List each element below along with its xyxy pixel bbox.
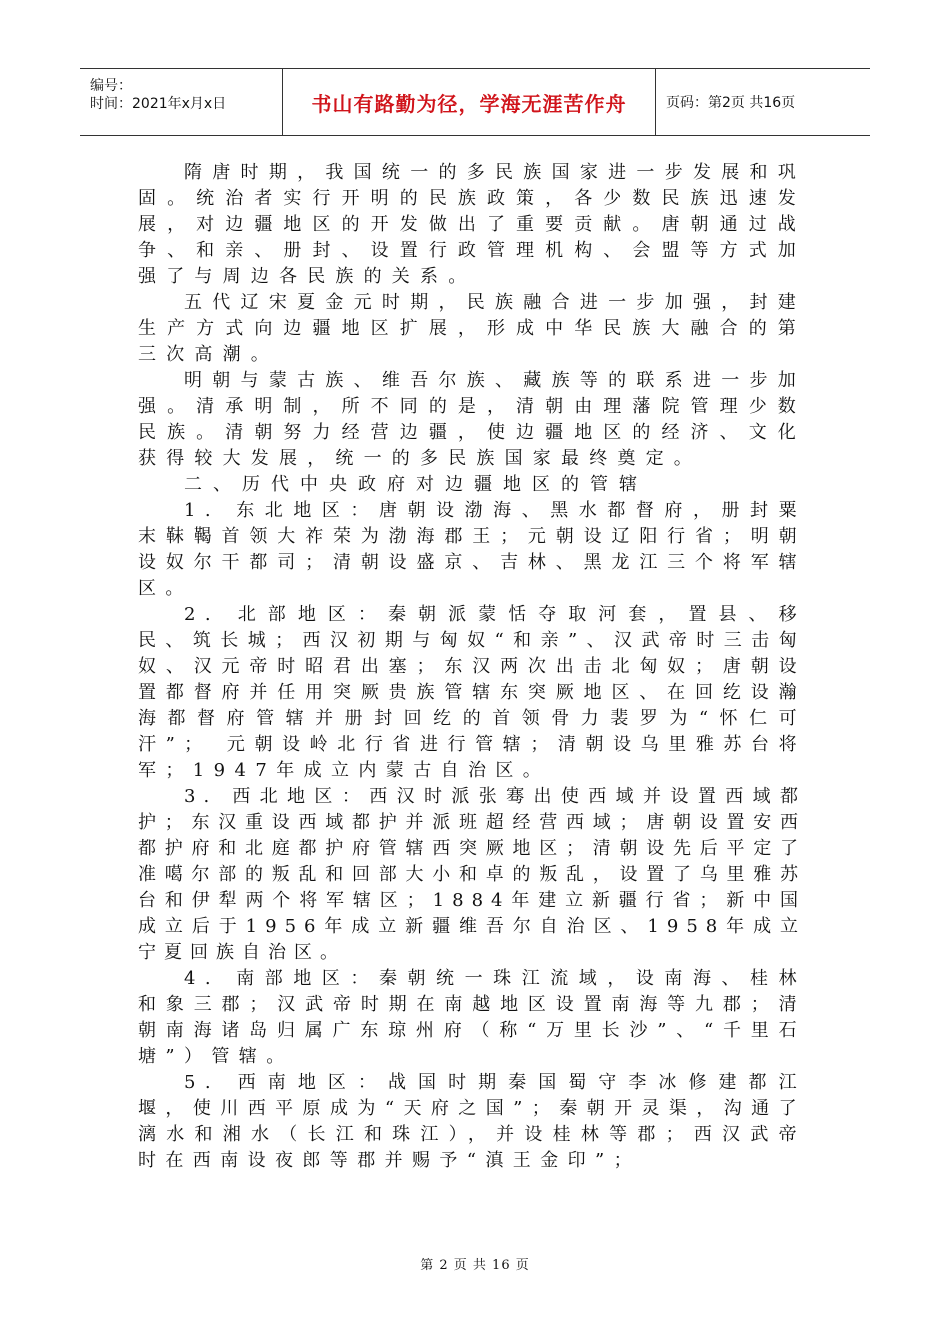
paragraph-south: 4. 南部地区：秦朝统一珠江流域，设南海、桂林和象三郡；汉武帝时期在南越地区设置南海等九郡；清朝南海诸岛归属广东琼州府（称“万里长沙”、“千里石塘”）管辖。 — [138, 968, 806, 1067]
paragraph-sui-tang: 隋唐时期，我国统一的多民族国家进一步发展和巩固。统治者实行开明的民族政策，各少数民族迅速发展，对边疆地区的开发做出了重要贡献。唐朝通过战争、和亲、册封、设置行政管理机构、会盟等方式加强了与周边各民族的关系。 — [138, 162, 806, 287]
page-footer: 第 2 页 共 16 页 — [420, 1258, 530, 1273]
paragraph-southwest: 5. 西南地区：战国时期秦国蜀守李冰修建都江堰，使川西平原成为“天府之国”；秦朝开灵渠，沟通了漓水和湘水（长江和珠江），并设桂林等郡；西汉武帝时在西南设夜郎等郡并赐予“滇王金印”； — [138, 1072, 806, 1171]
page-header — [80, 68, 870, 136]
document-time-label: 时间：2021年x月x日 — [90, 96, 227, 112]
paragraph-northeast: 1. 东北地区：唐朝设渤海、黑水都督府，册封粟末靺鞨首领大祚荣为渤海郡王；元朝设辽阳行省；明朝设奴尔干都司；清朝设盛京、吉林、黑龙江三个将军辖区。 — [138, 500, 806, 599]
paragraph-wudai: 五代辽宋夏金元时期，民族融合进一步加强，封建生产方式向边疆地区扩展，形成中华民族大融合的第三次高潮。 — [138, 292, 806, 365]
document-body — [138, 160, 806, 1174]
header-page-cell — [656, 69, 870, 135]
header-motto-cell — [283, 69, 656, 135]
header-motto: 书山有路勤为径，学海无涯苦作舟 — [311, 91, 627, 116]
section-heading: 二、历代中央政府对边疆地区的管辖 — [184, 474, 648, 495]
paragraph-northwest: 3. 西北地区：西汉时派张骞出使西域并设置西域都护；东汉重设西域都护并派班超经营西域；唐朝设置安西都护府和北庭都护府管辖西突厥地区；清朝设先后平定了准噶尔部的叛乱和回部大小和卓的叛乱，设置了乌里雅苏台和伊犁两个将军辖区；1884年建立新疆行省；新中国成立后于1956年成立新疆维吾尔自治区、1958年成立宁夏回族自治区。 — [138, 786, 806, 963]
document-number-label: 编号： — [90, 78, 132, 94]
header-info-cell — [80, 69, 283, 135]
paragraph-ming-qing: 明朝与蒙古族、维吾尔族、藏族等的联系进一步加强。清承明制，所不同的是，清朝由理藩院管理少数民族。清朝努力经营边疆，使边疆地区的经济、文化获得较大发展，统一的多民族国家最终奠定。 — [138, 370, 806, 469]
header-page-code: 页码：第2页 共16页 — [666, 95, 796, 111]
paragraph-north: 2. 北部地区：秦朝派蒙恬夺取河套，置县、移民、筑长城；西汉初期与匈奴“和亲”、汉武帝时三击匈奴、汉元帝时昭君出塞；东汉两次出击北匈奴；唐朝设置都督府并任用突厥贵族管辖东突厥地区、在回纥设瀚海都督府管辖并册封回纥的首领骨力裴罗为“怀仁可汗”； 元朝设岭北行省进行管辖；清朝设乌里雅苏台将军；1947年成立内蒙古自治区。 — [138, 604, 806, 781]
